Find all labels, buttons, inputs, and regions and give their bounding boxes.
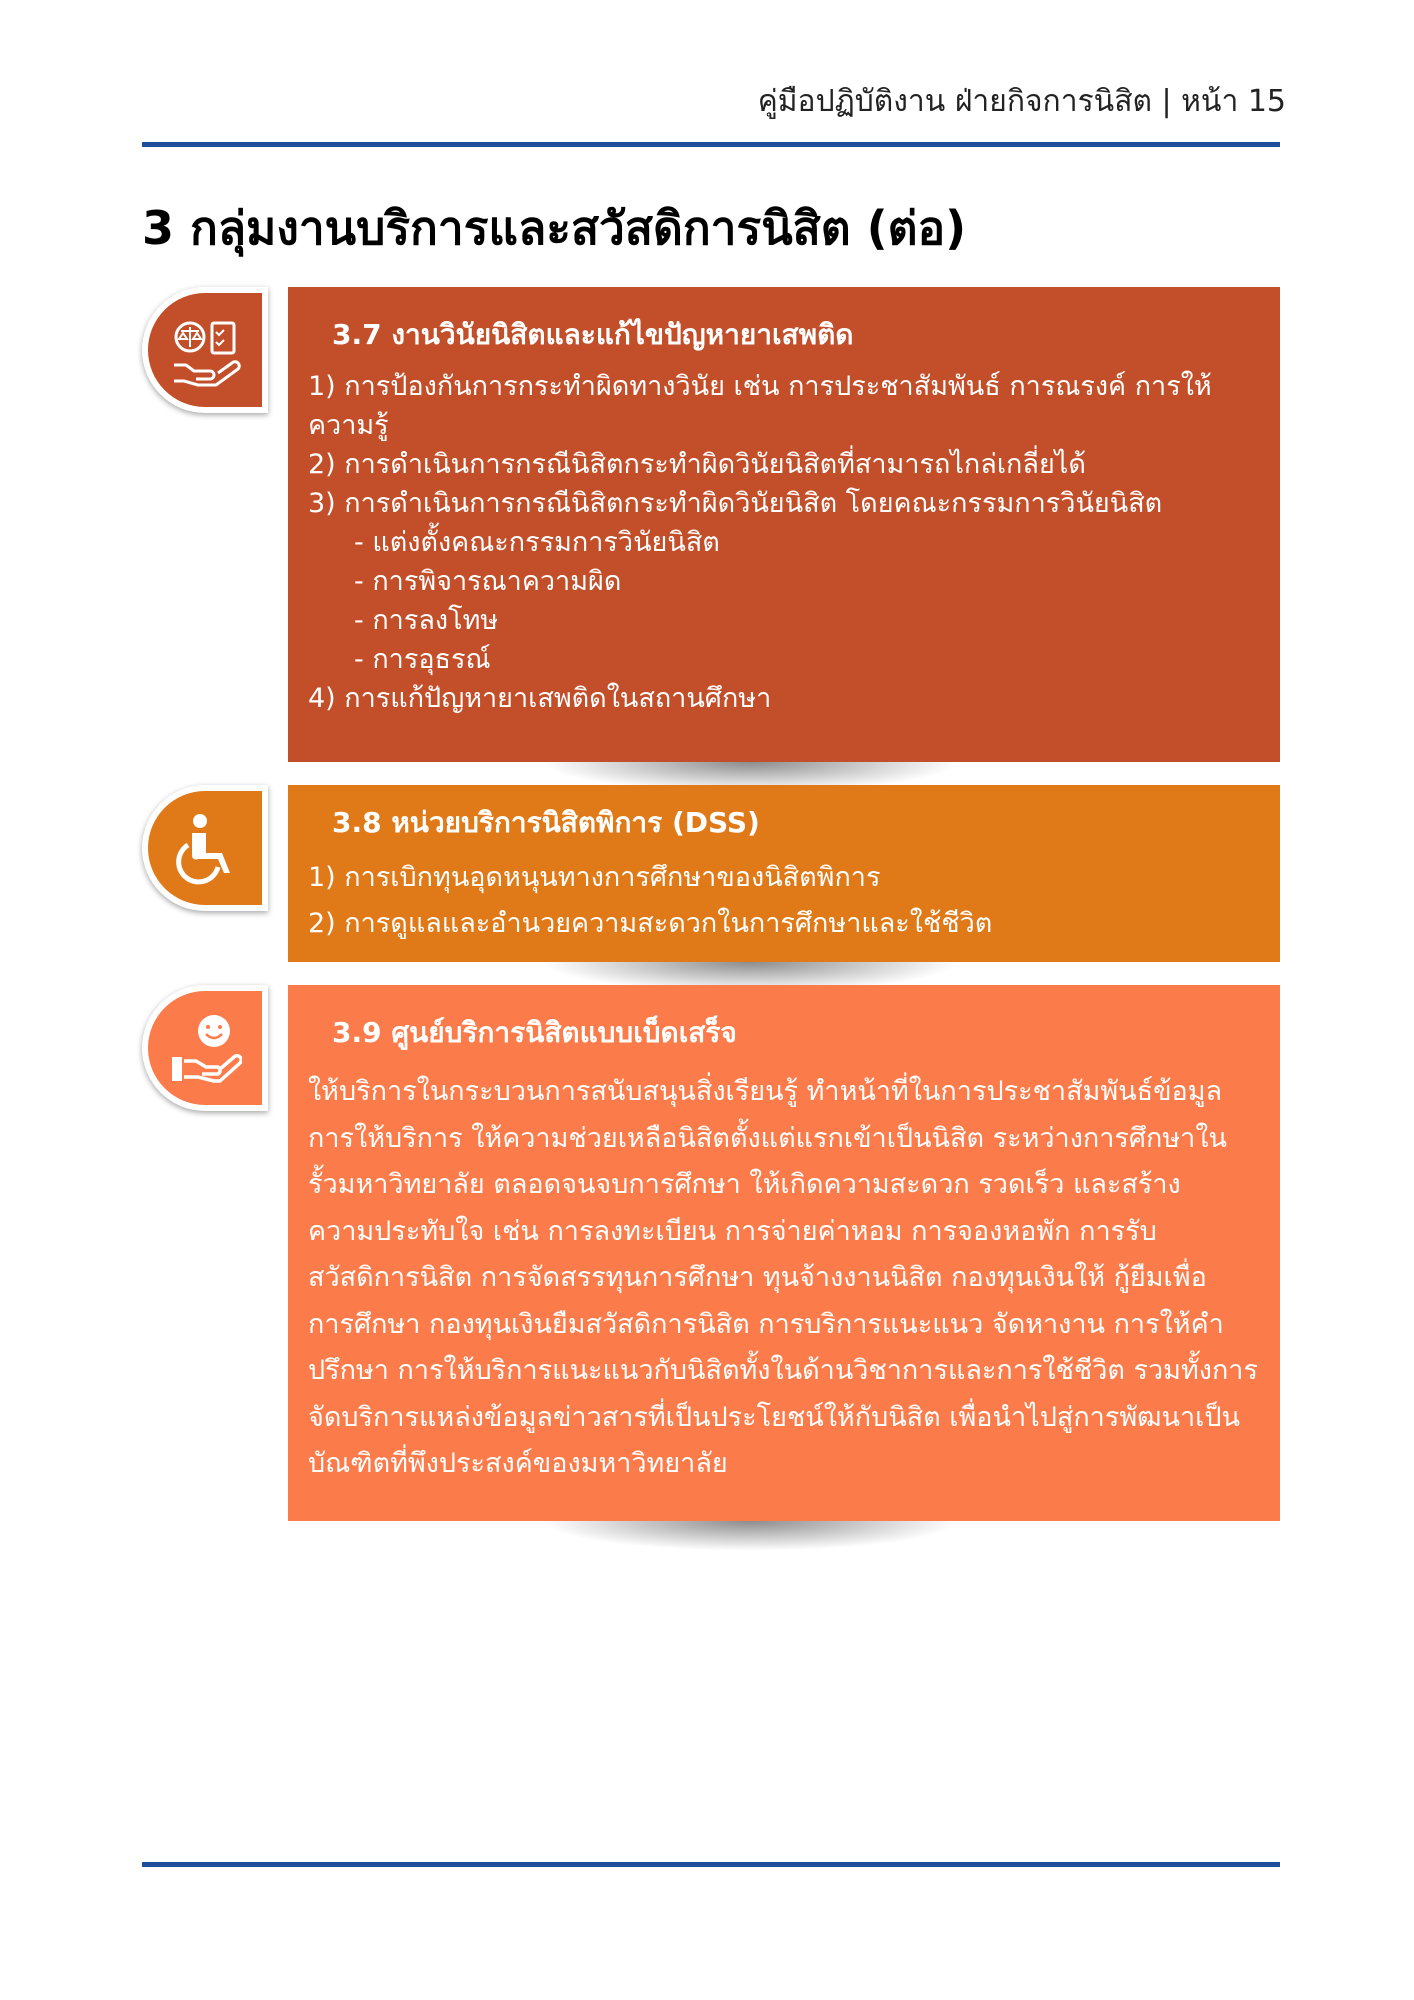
paragraph-line: รั้วมหาวิทยาลัย ตลอดจนจบการศึกษา ให้เกิดความสะดวก รวดเร็ว และสร้าง [308, 1169, 1181, 1200]
list-subitem: - การลงโทษ [354, 605, 499, 636]
page-title: 3 กลุ่มงานบริการและสวัสดิการนิสิต (ต่อ) [142, 201, 967, 255]
paragraph-line: สวัสดิการนิสิต การจัดสรรทุนการศึกษา ทุนจ้างงานนิสิต กองทุนเงินให้ กู้ยืมเพื่อ [308, 1262, 1207, 1293]
section-title: 3.8 หน่วยบริการนิสิตพิการ (DSS) [332, 806, 760, 839]
panel-shadow [540, 1521, 960, 1551]
paragraph-line: ความประทับใจ เช่น การลงทะเบียน การจ่ายค่าหอม การจองหอพัก การรับ [308, 1215, 1157, 1247]
paragraph-line: ให้บริการในกระบวนการสนับสนุนสิ่งเรียนรู้ ทำหน้าที่ในการประชาสัมพันธ์ข้อมูล [308, 1076, 1223, 1107]
list-subitem: - การพิจารณาความผิด [354, 566, 622, 597]
wheelchair-icon [170, 813, 242, 885]
section-title: 3.9 ศูนย์บริการนิสิตแบบเบ็ดเสร็จ [332, 1016, 737, 1049]
section-paragraph [308, 1069, 1258, 1488]
paragraph-line: การให้บริการ ให้ความช่วยเหลือนิสิตตั้งแต่แรกเข้าเป็นนิสิต ระหว่างการศึกษาใน [308, 1122, 1227, 1154]
smiley-hand-icon [170, 1013, 242, 1085]
list-subitem: - แต่งตั้งคณะกรรมการวินัยนิสิต [354, 527, 720, 558]
section-3-7-panel [288, 287, 1280, 762]
paragraph-line: ปรึกษา การให้บริการแนะแนวกับนิสิตทั้งในด้านวิชาการและการใช้ชีวิต รวมทั้งการ [308, 1355, 1258, 1386]
footer-rule [142, 1862, 1280, 1867]
list-item: 3) การดำเนินการกรณีนิสิตกระทำผิดวินัยนิสิต โดยคณะกรรมการวินัยนิสิต [308, 488, 1163, 519]
list-item: 1) การป้องกันการกระทำผิดทางวินัย เช่น การประชาสัมพันธ์ การณรงค์ การให้ [308, 371, 1212, 402]
section-3-8-icon-tab [142, 785, 268, 911]
section-3-8-panel [288, 785, 1280, 962]
section-3-9-icon-tab [142, 985, 268, 1111]
section-3-7-icon-tab [142, 287, 268, 413]
list-item: 2) การดูแลและอำนวยความสะดวกในการศึกษาและใช้ชีวิต [308, 908, 993, 939]
list-item: ความรู้ [308, 410, 389, 441]
page-header: คู่มือปฏิบัติงาน ฝ่ายกิจการนิสิต | หน้า 15 [757, 84, 1286, 119]
justice-scale-icon [170, 315, 242, 387]
section-title: 3.7 งานวินัยนิสิตและแก้ไขปัญหายาเสพติด [332, 318, 854, 351]
paragraph-line: การศึกษา กองทุนเงินยืมสวัสดิการนิสิต การบริการแนะแนว จัดหางาน การให้คำ [308, 1308, 1224, 1340]
section-3-9-panel [288, 985, 1280, 1521]
list-item: 2) การดำเนินการกรณีนิสิตกระทำผิดวินัยนิสิตที่สามารถไกล่เกลี่ยได้ [308, 449, 1086, 480]
paragraph-line: บัณฑิตที่พึงประสงค์ของมหาวิทยาลัย [308, 1448, 728, 1479]
list-item: 1) การเบิกทุนอุดหนุนทางการศึกษาของนิสิตพิการ [308, 862, 881, 893]
paragraph-line: จัดบริการแหล่งข้อมูลข่าวสารที่เป็นประโยชน์ให้กับนิสิต เพื่อนำไปสู่การพัฒนาเป็น [308, 1401, 1240, 1433]
list-item: 4) การแก้ปัญหายาเสพติดในสถานศึกษา [308, 683, 772, 714]
list-subitem: - การอุธรณ์ [354, 644, 491, 675]
header-rule [142, 142, 1280, 147]
